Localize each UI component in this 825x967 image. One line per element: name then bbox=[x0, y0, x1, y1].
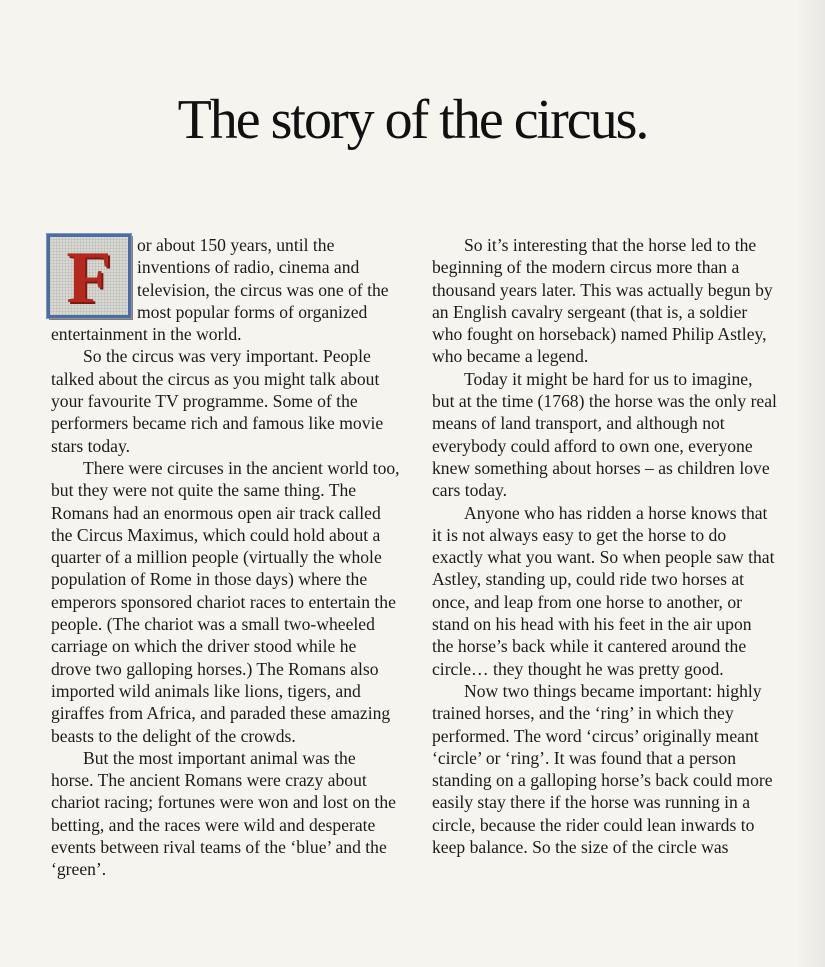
paragraph: So it’s interesting that the horse led to the beginning of the modern circus more than a thousand years later. This was actually begun by an English cavalry sergeant (that is, a soldier who fought on horseback) named Philip Astley, who became a legend. bbox=[432, 235, 773, 367]
paragraph bbox=[51, 234, 400, 345]
paragraph: So the circus was very important. People talked about the circus as you might talk about your favourite TV programme. Some of the performers became rich and famous like movie stars today. bbox=[51, 346, 384, 456]
paragraph: There were circuses in the ancient world too, but they were not quite the same thing. The Romans had an enormous open air track called the Circus Maximus, which could hold about a quarter of a million people (virtually the whole population of Rome in those days) where the emperors sponsored chariot races to entertain the people. (The chariot was a small two-wheeled carriage on which the driver stood while he drove two galloping horses.) The Romans also imported wild animals like lions, tigers, and giraffes from Africa, and paraded these amazing beasts to the delight of the crowds. bbox=[51, 457, 400, 746]
dropcap-letter: F bbox=[66, 237, 112, 319]
paragraph-text: or about 150 years, until the inventions of radio, cinema and television, the circus was one of the most popular forms of organized entertainment in the world. bbox=[51, 235, 389, 345]
left-column bbox=[51, 234, 400, 881]
page-title: The story of the circus. bbox=[177, 89, 648, 151]
paragraph: Now two things became important: highly trained horses, and the ‘ring’ in which they performed. The word ‘circus’ originally meant ‘circle’ or ‘ring’. It was found that a person standing on a galloping horse’s back could more easily stay there if the horse was running in a circle, because the rider could lean inwards to keep balance. So the size of the circle was bbox=[432, 680, 773, 858]
right-column bbox=[432, 234, 777, 858]
paragraph: Today it might be hard for us to imagine, but at the time (1768) the horse was the only real means of land transport, and although not everybody could afford to own one, everyone knew something about horses – as children love cars today. bbox=[432, 368, 777, 501]
dropcap-box bbox=[47, 234, 131, 318]
paragraph: Anyone who has ridden a horse knows that it is not always easy to get the horse to do exactly what you want. So when people saw that Astley, standing up, could ride two horses at once, and leap from one horse to another, or stand on his head with his feet in the air upon the horse’s back while it cantered around the circle… they thought he was pretty good. bbox=[432, 502, 775, 679]
paragraph: But the most important animal was the horse. The ancient Romans were crazy about chariot racing; fortunes were won and lost on the betting, and the races were wild and desperate events between rival teams of the ‘blue’ and the ‘green’. bbox=[51, 747, 396, 880]
